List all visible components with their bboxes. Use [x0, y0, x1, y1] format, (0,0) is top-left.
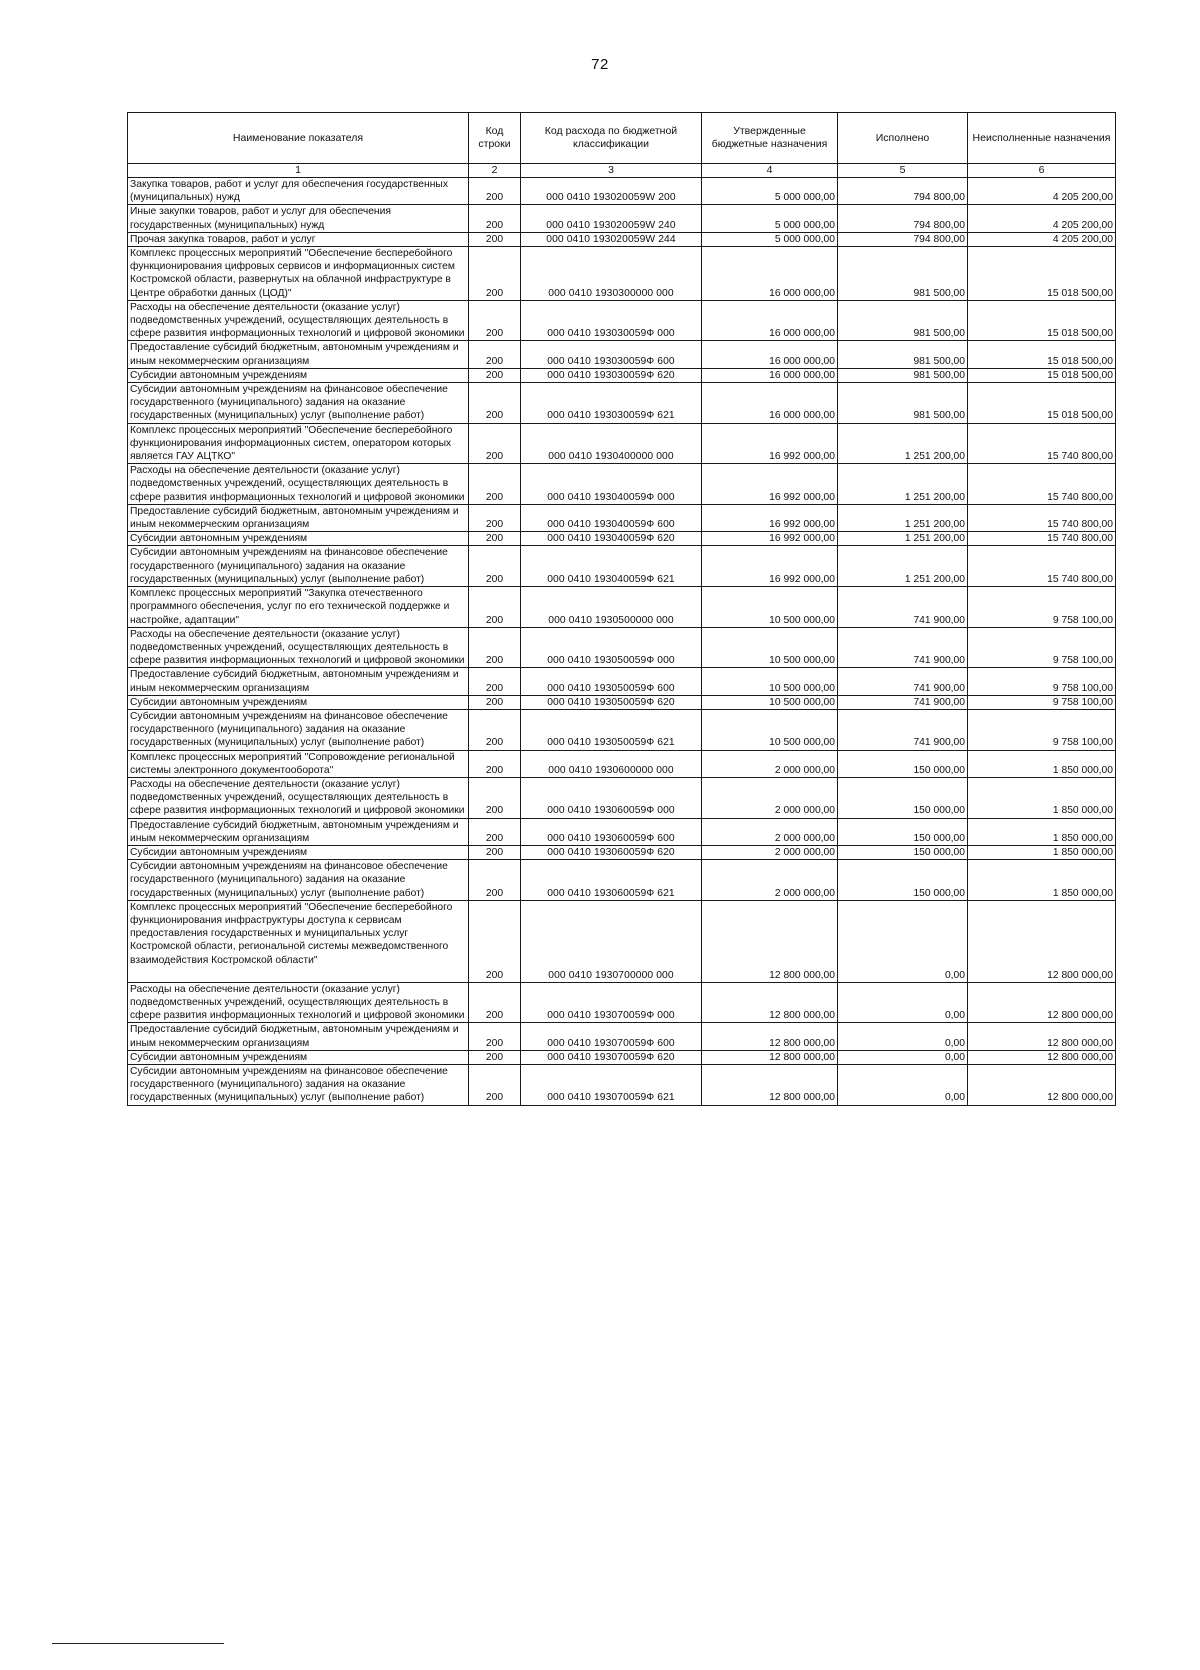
table-row: [128, 532, 1116, 546]
table-row: [128, 587, 1116, 628]
column-number: 3: [521, 164, 702, 178]
executed-amount: 150 000,00: [838, 777, 968, 818]
indicator-name: Расходы на обеспечение деятельности (оказание услуг) подведомственных учреждений, осуществляющих деятельность в сфере развития информационных технологий и цифровой экономики: [128, 464, 469, 505]
indicator-name: Субсидии автономным учреждениям: [128, 532, 469, 546]
unexecuted-amount: 12 800 000,00: [968, 1050, 1116, 1064]
executed-amount: 741 900,00: [838, 627, 968, 668]
table-row: [128, 300, 1116, 341]
approved-amount: 12 800 000,00: [702, 1023, 838, 1050]
executed-amount: 741 900,00: [838, 709, 968, 750]
executed-amount: 0,00: [838, 1050, 968, 1064]
executed-amount: 741 900,00: [838, 587, 968, 628]
indicator-name: Расходы на обеспечение деятельности (оказание услуг) подведомственных учреждений, осуществляющих деятельность в сфере развития информационных технологий и цифровой экономики: [128, 627, 469, 668]
header-unexecuted: Неисполненные назначения: [968, 113, 1116, 164]
approved-amount: 16 000 000,00: [702, 300, 838, 341]
approved-amount: 12 800 000,00: [702, 982, 838, 1023]
executed-amount: 981 500,00: [838, 368, 968, 382]
budget-code: 000 0410 193040059Ф 620: [521, 532, 702, 546]
table-row: [128, 900, 1116, 982]
executed-amount: 150 000,00: [838, 818, 968, 845]
row-code: 200: [469, 1050, 521, 1064]
unexecuted-amount: 1 850 000,00: [968, 777, 1116, 818]
row-code: 200: [469, 532, 521, 546]
budget-code: 000 0410 193040059Ф 600: [521, 504, 702, 531]
unexecuted-amount: 15 018 500,00: [968, 341, 1116, 368]
unexecuted-amount: 12 800 000,00: [968, 982, 1116, 1023]
approved-amount: 2 000 000,00: [702, 860, 838, 901]
budget-code: 000 0410 193060059Ф 620: [521, 845, 702, 859]
table-row: [128, 341, 1116, 368]
budget-code: 000 0410 193040059Ф 621: [521, 546, 702, 587]
unexecuted-amount: 9 758 100,00: [968, 695, 1116, 709]
table-row: [128, 627, 1116, 668]
table-row: [128, 818, 1116, 845]
approved-amount: 16 000 000,00: [702, 383, 838, 424]
row-code: 200: [469, 464, 521, 505]
budget-code: 000 0410 193050059Ф 600: [521, 668, 702, 695]
budget-code: 000 0410 193030059Ф 000: [521, 300, 702, 341]
column-number: 1: [128, 164, 469, 178]
indicator-name: Прочая закупка товаров, работ и услуг: [128, 232, 469, 246]
table-row: [128, 695, 1116, 709]
column-number: 2: [469, 164, 521, 178]
table-row: [128, 668, 1116, 695]
unexecuted-amount: 15 740 800,00: [968, 546, 1116, 587]
indicator-name: Субсидии автономным учреждениям на финансовое обеспечение государственного (муниципального) задания на оказание государственных (муниципальных) услуг (выполнение работ): [128, 383, 469, 424]
unexecuted-amount: 15 740 800,00: [968, 504, 1116, 531]
indicator-name: Предоставление субсидий бюджетным, автономным учреждениям и иным некоммерческим организациям: [128, 668, 469, 695]
unexecuted-amount: 4 205 200,00: [968, 178, 1116, 205]
table-row: [128, 546, 1116, 587]
executed-amount: 0,00: [838, 900, 968, 982]
row-code: 200: [469, 982, 521, 1023]
row-code: 200: [469, 546, 521, 587]
unexecuted-amount: 15 018 500,00: [968, 383, 1116, 424]
indicator-name: Субсидии автономным учреждениям: [128, 695, 469, 709]
budget-code: 000 0410 193020059W 240: [521, 205, 702, 232]
executed-amount: 150 000,00: [838, 750, 968, 777]
table-row: [128, 247, 1116, 301]
executed-amount: 0,00: [838, 1065, 968, 1106]
indicator-name: Расходы на обеспечение деятельности (оказание услуг) подведомственных учреждений, осуществляющих деятельность в сфере развития информационных технологий и цифровой экономики: [128, 982, 469, 1023]
approved-amount: 10 500 000,00: [702, 695, 838, 709]
unexecuted-amount: 15 740 800,00: [968, 423, 1116, 464]
row-code: 200: [469, 205, 521, 232]
unexecuted-amount: 1 850 000,00: [968, 750, 1116, 777]
table-row: [128, 860, 1116, 901]
budget-code: 000 0410 193070059Ф 620: [521, 1050, 702, 1064]
executed-amount: 1 251 200,00: [838, 423, 968, 464]
header-name: Наименование показателя: [128, 113, 469, 164]
executed-amount: 981 500,00: [838, 341, 968, 368]
indicator-name: Комплекс процессных мероприятий "Обеспечение бесперебойного функционирования инфраструктуры доступа к сервисам предоставления государственных и муниципальных услуг Костромской области, региональной системы межведомственного взаимодействия Костромской области": [128, 900, 469, 982]
unexecuted-amount: 9 758 100,00: [968, 587, 1116, 628]
indicator-name: Субсидии автономным учреждениям: [128, 845, 469, 859]
row-code: 200: [469, 368, 521, 382]
budget-code: 000 0410 193060059Ф 621: [521, 860, 702, 901]
budget-code: 000 0410 193070059Ф 621: [521, 1065, 702, 1106]
header-row: [128, 113, 1116, 164]
indicator-name: Иные закупки товаров, работ и услуг для обеспечения государственных (муниципальных) нужд: [128, 205, 469, 232]
indicator-name: Комплекс процессных мероприятий "Сопровождение региональной системы электронного документооборота": [128, 750, 469, 777]
row-code: 200: [469, 178, 521, 205]
row-code: 200: [469, 709, 521, 750]
unexecuted-amount: 15 018 500,00: [968, 368, 1116, 382]
budget-code: 000 0410 193030059Ф 620: [521, 368, 702, 382]
approved-amount: 16 992 000,00: [702, 464, 838, 505]
table-row: [128, 232, 1116, 246]
indicator-name: Субсидии автономным учреждениям: [128, 368, 469, 382]
budget-execution-table: [127, 112, 1116, 1106]
indicator-name: Предоставление субсидий бюджетным, автономным учреждениям и иным некоммерческим организациям: [128, 1023, 469, 1050]
footnote-divider: [52, 1643, 224, 1644]
executed-amount: 794 800,00: [838, 232, 968, 246]
row-code: 200: [469, 587, 521, 628]
unexecuted-amount: 12 800 000,00: [968, 900, 1116, 982]
row-code: 200: [469, 232, 521, 246]
table-row: [128, 1023, 1116, 1050]
budget-code: 000 0410 193050059Ф 000: [521, 627, 702, 668]
executed-amount: 741 900,00: [838, 668, 968, 695]
unexecuted-amount: 9 758 100,00: [968, 627, 1116, 668]
approved-amount: 16 992 000,00: [702, 532, 838, 546]
executed-amount: 1 251 200,00: [838, 532, 968, 546]
approved-amount: 16 992 000,00: [702, 423, 838, 464]
executed-amount: 1 251 200,00: [838, 504, 968, 531]
executed-amount: 1 251 200,00: [838, 546, 968, 587]
row-code: 200: [469, 900, 521, 982]
table-row: [128, 205, 1116, 232]
budget-code: 000 0410 193020059W 200: [521, 178, 702, 205]
unexecuted-amount: 12 800 000,00: [968, 1065, 1116, 1106]
indicator-name: Субсидии автономным учреждениям на финансовое обеспечение государственного (муниципального) задания на оказание государственных (муниципальных) услуг (выполнение работ): [128, 1065, 469, 1106]
table-row: [128, 423, 1116, 464]
indicator-name: Расходы на обеспечение деятельности (оказание услуг) подведомственных учреждений, осуществляющих деятельность в сфере развития информационных технологий и цифровой экономики: [128, 300, 469, 341]
table-row: [128, 982, 1116, 1023]
header-approved: Утвержденные бюджетные назначения: [702, 113, 838, 164]
table-row: [128, 464, 1116, 505]
approved-amount: 10 500 000,00: [702, 668, 838, 695]
row-code: 200: [469, 383, 521, 424]
row-code: 200: [469, 423, 521, 464]
unexecuted-amount: 9 758 100,00: [968, 709, 1116, 750]
header-budget-code: Код расхода по бюджетной классификации: [521, 113, 702, 164]
approved-amount: 10 500 000,00: [702, 709, 838, 750]
executed-amount: 150 000,00: [838, 845, 968, 859]
indicator-name: Предоставление субсидий бюджетным, автономным учреждениям и иным некоммерческим организациям: [128, 341, 469, 368]
budget-code: 000 0410 1930600000 000: [521, 750, 702, 777]
approved-amount: 12 800 000,00: [702, 900, 838, 982]
table-header: [128, 113, 1116, 178]
budget-code: 000 0410 1930300000 000: [521, 247, 702, 301]
table-row: [128, 368, 1116, 382]
budget-code: 000 0410 193060059Ф 600: [521, 818, 702, 845]
indicator-name: Предоставление субсидий бюджетным, автономным учреждениям и иным некоммерческим организациям: [128, 504, 469, 531]
approved-amount: 16 000 000,00: [702, 341, 838, 368]
header-executed: Исполнено: [838, 113, 968, 164]
unexecuted-amount: 15 740 800,00: [968, 532, 1116, 546]
row-code: 200: [469, 247, 521, 301]
row-code: 200: [469, 504, 521, 531]
unexecuted-amount: 15 018 500,00: [968, 300, 1116, 341]
indicator-name: Предоставление субсидий бюджетным, автономным учреждениям и иным некоммерческим организациям: [128, 818, 469, 845]
approved-amount: 16 992 000,00: [702, 504, 838, 531]
executed-amount: 150 000,00: [838, 860, 968, 901]
indicator-name: Закупка товаров, работ и услуг для обеспечения государственных (муниципальных) нужд: [128, 178, 469, 205]
row-code: 200: [469, 668, 521, 695]
approved-amount: 16 000 000,00: [702, 247, 838, 301]
page-number: 72: [591, 56, 609, 73]
approved-amount: 2 000 000,00: [702, 777, 838, 818]
unexecuted-amount: 15 018 500,00: [968, 247, 1116, 301]
budget-code: 000 0410 193050059Ф 621: [521, 709, 702, 750]
budget-code: 000 0410 1930700000 000: [521, 900, 702, 982]
column-number-row: [128, 164, 1116, 178]
approved-amount: 2 000 000,00: [702, 818, 838, 845]
table-row: [128, 750, 1116, 777]
row-code: 200: [469, 1023, 521, 1050]
row-code: 200: [469, 1065, 521, 1106]
table-row: [128, 504, 1116, 531]
table-row: [128, 845, 1116, 859]
executed-amount: 0,00: [838, 982, 968, 1023]
table-row: [128, 178, 1116, 205]
budget-code: 000 0410 193030059Ф 600: [521, 341, 702, 368]
row-code: 200: [469, 750, 521, 777]
indicator-name: Комплекс процессных мероприятий "Закупка отечественного программного обеспечения, услуг по его технической поддержке и настройке, адаптации": [128, 587, 469, 628]
unexecuted-amount: 4 205 200,00: [968, 205, 1116, 232]
approved-amount: 5 000 000,00: [702, 232, 838, 246]
row-code: 200: [469, 341, 521, 368]
approved-amount: 5 000 000,00: [702, 178, 838, 205]
unexecuted-amount: 1 850 000,00: [968, 818, 1116, 845]
budget-code: 000 0410 193050059Ф 620: [521, 695, 702, 709]
budget-code: 000 0410 1930400000 000: [521, 423, 702, 464]
row-code: 200: [469, 818, 521, 845]
executed-amount: 794 800,00: [838, 205, 968, 232]
row-code: 200: [469, 845, 521, 859]
row-code: 200: [469, 300, 521, 341]
unexecuted-amount: 1 850 000,00: [968, 845, 1116, 859]
executed-amount: 1 251 200,00: [838, 464, 968, 505]
unexecuted-amount: 12 800 000,00: [968, 1023, 1116, 1050]
budget-code: 000 0410 193070059Ф 600: [521, 1023, 702, 1050]
table-body: [128, 178, 1116, 1106]
row-code: 200: [469, 627, 521, 668]
executed-amount: 794 800,00: [838, 178, 968, 205]
budget-code: 000 0410 193030059Ф 621: [521, 383, 702, 424]
indicator-name: Субсидии автономным учреждениям на финансовое обеспечение государственного (муниципального) задания на оказание государственных (муниципальных) услуг (выполнение работ): [128, 860, 469, 901]
executed-amount: 741 900,00: [838, 695, 968, 709]
unexecuted-amount: 4 205 200,00: [968, 232, 1116, 246]
approved-amount: 16 992 000,00: [702, 546, 838, 587]
approved-amount: 12 800 000,00: [702, 1050, 838, 1064]
row-code: 200: [469, 777, 521, 818]
column-number: 5: [838, 164, 968, 178]
executed-amount: 981 500,00: [838, 247, 968, 301]
budget-code: 000 0410 193020059W 244: [521, 232, 702, 246]
executed-amount: 981 500,00: [838, 383, 968, 424]
budget-code: 000 0410 1930500000 000: [521, 587, 702, 628]
budget-code: 000 0410 193070059Ф 000: [521, 982, 702, 1023]
indicator-name: Субсидии автономным учреждениям: [128, 1050, 469, 1064]
approved-amount: 2 000 000,00: [702, 845, 838, 859]
unexecuted-amount: 1 850 000,00: [968, 860, 1116, 901]
indicator-name: Субсидии автономным учреждениям на финансовое обеспечение государственного (муниципального) задания на оказание государственных (муниципальных) услуг (выполнение работ): [128, 709, 469, 750]
unexecuted-amount: 9 758 100,00: [968, 668, 1116, 695]
budget-code: 000 0410 193060059Ф 000: [521, 777, 702, 818]
indicator-name: Субсидии автономным учреждениям на финансовое обеспечение государственного (муниципального) задания на оказание государственных (муниципальных) услуг (выполнение работ): [128, 546, 469, 587]
approved-amount: 5 000 000,00: [702, 205, 838, 232]
table-row: [128, 383, 1116, 424]
executed-amount: 981 500,00: [838, 300, 968, 341]
approved-amount: 10 500 000,00: [702, 587, 838, 628]
column-number: 4: [702, 164, 838, 178]
budget-code: 000 0410 193040059Ф 000: [521, 464, 702, 505]
approved-amount: 16 000 000,00: [702, 368, 838, 382]
row-code: 200: [469, 860, 521, 901]
header-row-code: Код строки: [469, 113, 521, 164]
row-code: 200: [469, 695, 521, 709]
approved-amount: 2 000 000,00: [702, 750, 838, 777]
executed-amount: 0,00: [838, 1023, 968, 1050]
approved-amount: 12 800 000,00: [702, 1065, 838, 1106]
approved-amount: 10 500 000,00: [702, 627, 838, 668]
indicator-name: Расходы на обеспечение деятельности (оказание услуг) подведомственных учреждений, осуществляющих деятельность в сфере развития информационных технологий и цифровой экономики: [128, 777, 469, 818]
table-row: [128, 709, 1116, 750]
indicator-name: Комплекс процессных мероприятий "Обеспечение бесперебойного функционирования цифровых сервисов и информационных систем Костромской области, развернутых на облачной инфраструктуре в Центре обработки данных (ЦОД)": [128, 247, 469, 301]
table-row: [128, 777, 1116, 818]
column-number: 6: [968, 164, 1116, 178]
unexecuted-amount: 15 740 800,00: [968, 464, 1116, 505]
indicator-name: Комплекс процессных мероприятий "Обеспечение бесперебойного функционирования информационных систем, оператором которых является ГАУ АЦТКО": [128, 423, 469, 464]
table-row: [128, 1065, 1116, 1106]
table-row: [128, 1050, 1116, 1064]
